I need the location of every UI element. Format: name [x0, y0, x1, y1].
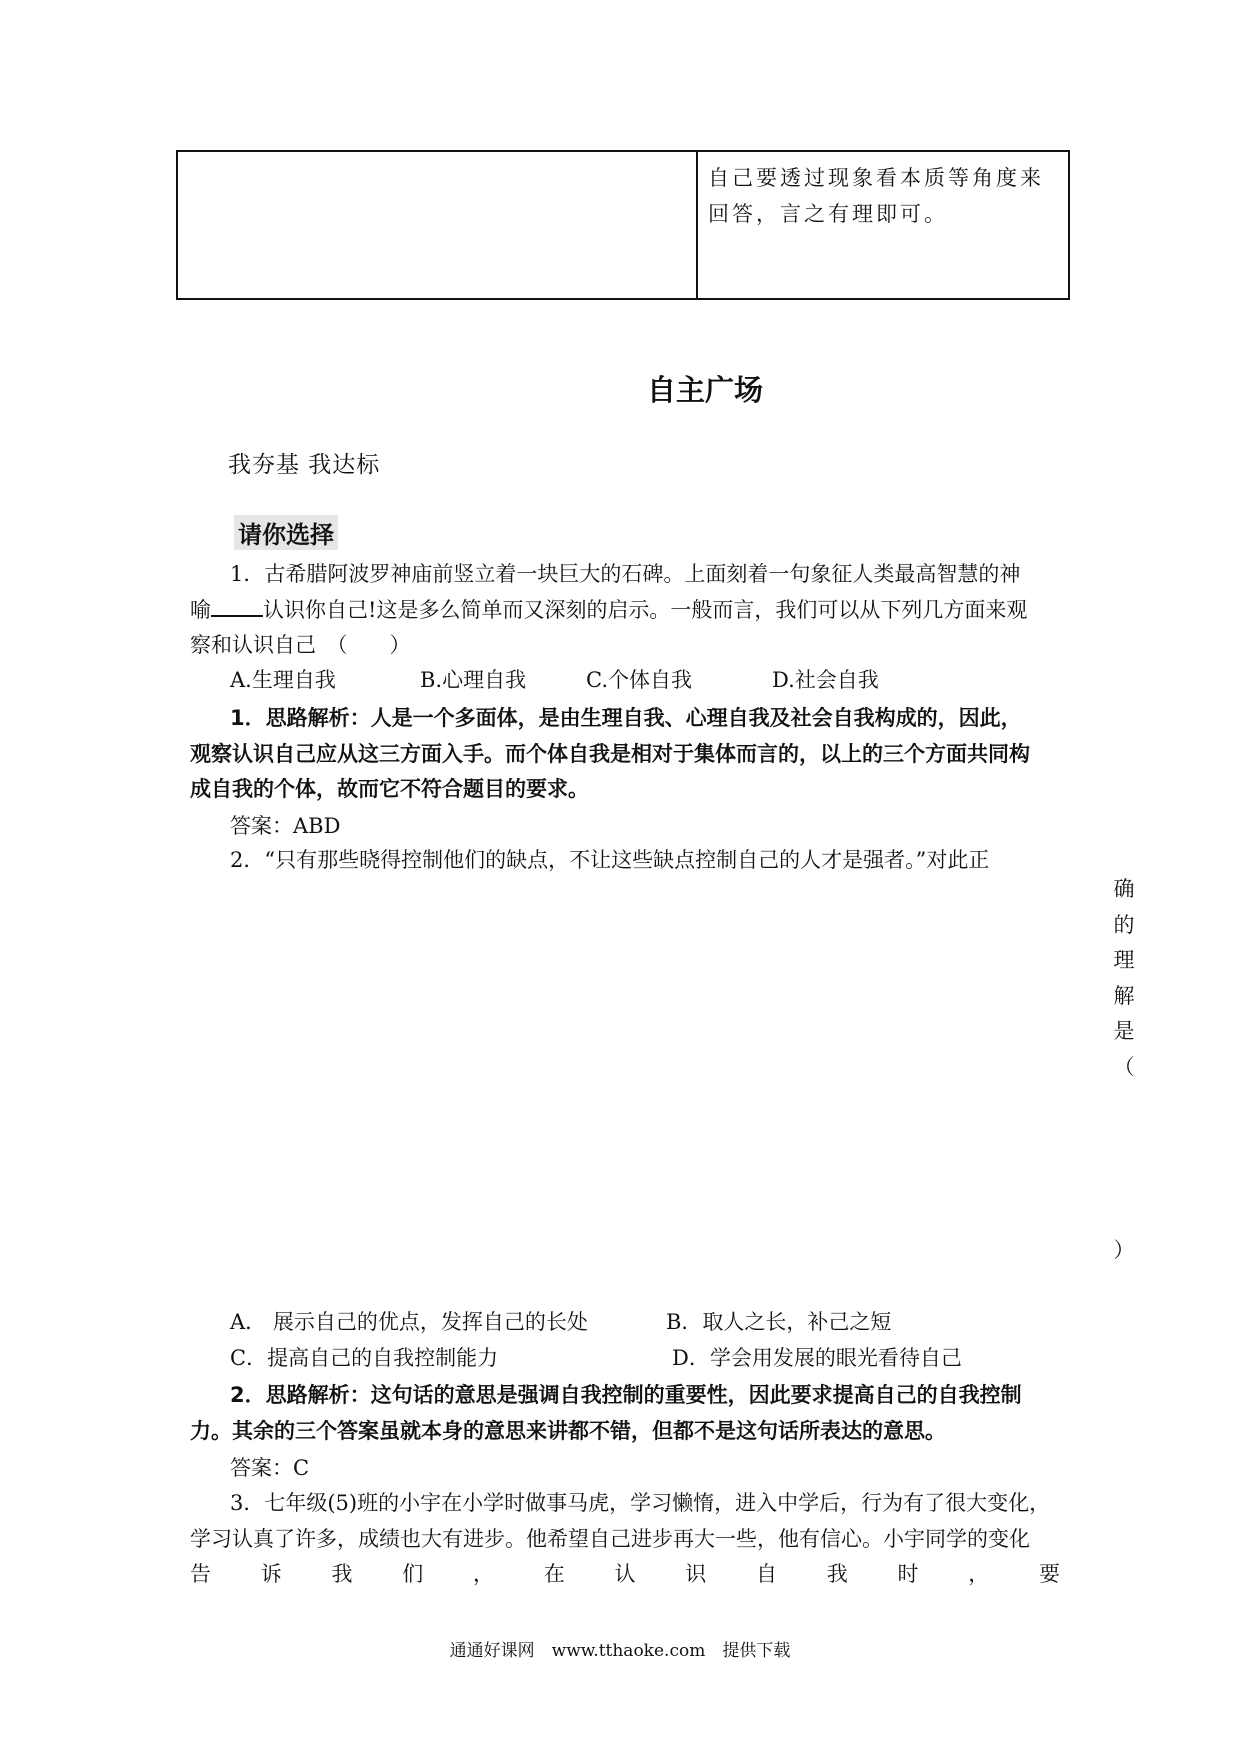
- q2-answer: 答案：C: [230, 1456, 310, 1480]
- q2-analysis-line1: 2．思路解析：这句话的意思是强调自我控制的重要性，因此要求提高自己的自我控制: [230, 1383, 1022, 1407]
- answer-blank: [211, 597, 263, 617]
- q2-close-paren: ）: [1113, 1238, 1135, 1262]
- vertical-char: 确: [1113, 877, 1135, 901]
- q2-line1: 2．“只有那些晓得控制他们的缺点，不让这些缺点控制自己的人才是强者。”对此正: [230, 848, 990, 872]
- vertical-char: 解: [1113, 983, 1135, 1008]
- vertical-char: 的: [1113, 912, 1135, 937]
- q1-answer: 答案：ABD: [230, 814, 341, 838]
- q2-option-b: B．取人之长，补己之短: [666, 1310, 892, 1334]
- q1-option-c: C.个体自我: [586, 668, 692, 692]
- q1-line1: 1．古希腊阿波罗神庙前竖立着一块巨大的石碑。上面刻着一句象征人类最高智慧的神: [230, 562, 1021, 586]
- q1-line2: [190, 594, 1060, 624]
- sub-heading: 我夯基 我达标: [228, 452, 381, 478]
- answer-table: [176, 150, 1070, 300]
- q2-vertical-text: [1112, 872, 1136, 1085]
- table-divider: [696, 152, 698, 298]
- choose-heading: 请你选择: [234, 515, 338, 550]
- q2-option-c: C．提高自己的自我控制能力: [230, 1346, 499, 1370]
- section-title: 自主广场: [646, 373, 763, 407]
- table-cell-text: 自己要透过现象看本质等角度来回答，言之有理即可。: [708, 166, 1044, 226]
- vertical-char: （: [1113, 1054, 1135, 1079]
- footer: 通通好课网 www.tthaoke.com 提供下载: [449, 1641, 791, 1661]
- q1-line2-end: 认识你自己!这是多么简单而又深刻的启示。一般而言，我们可以从下列几方面来观: [263, 598, 1028, 622]
- q1-line3: 察和认识自己 （ ）: [190, 633, 411, 657]
- q1-analysis-line1: 1．思路解析：人是一个多面体，是由生理自我、心理自我及社会自我构成的，因此，: [230, 706, 1022, 730]
- q3-line1: 3．七年级(5)班的小宇在小学时做事马虎，学习懒惰，进入中学后，行为有了很大变化，: [230, 1491, 1051, 1515]
- q1-analysis-line2: 观察认识自己应从这三方面入手。而个体自我是相对于集体而言的，以上的三个方面共同构: [190, 742, 1030, 766]
- q1-option-d: D.社会自我: [772, 668, 879, 692]
- q1-option-b: B.心理自我: [420, 668, 527, 692]
- vertical-char: 是: [1113, 1019, 1135, 1043]
- q1-option-a: A.生理自我: [230, 668, 336, 692]
- q3-line2: 学习认真了许多，成绩也大有进步。他希望自己进步再大一些，他有信心。小宇同学的变化: [190, 1527, 1030, 1551]
- vertical-char: 理: [1113, 948, 1135, 972]
- q1-line2-start: 喻: [190, 598, 211, 622]
- q2-option-d: D．学会用发展的眼光看待自己: [672, 1346, 962, 1370]
- q2-analysis-line2: 力。其余的三个答案虽就本身的意思来讲都不错，但都不是这句话所表达的意思。: [190, 1419, 946, 1443]
- q2-option-a: A． 展示自己的优点，发挥自己的长处: [230, 1310, 588, 1334]
- q3-line3: 告诉我们，在认识自我时，要: [190, 1562, 1060, 1586]
- q1-analysis-line3: 成自我的个体，故而它不符合题目的要求。: [190, 777, 589, 801]
